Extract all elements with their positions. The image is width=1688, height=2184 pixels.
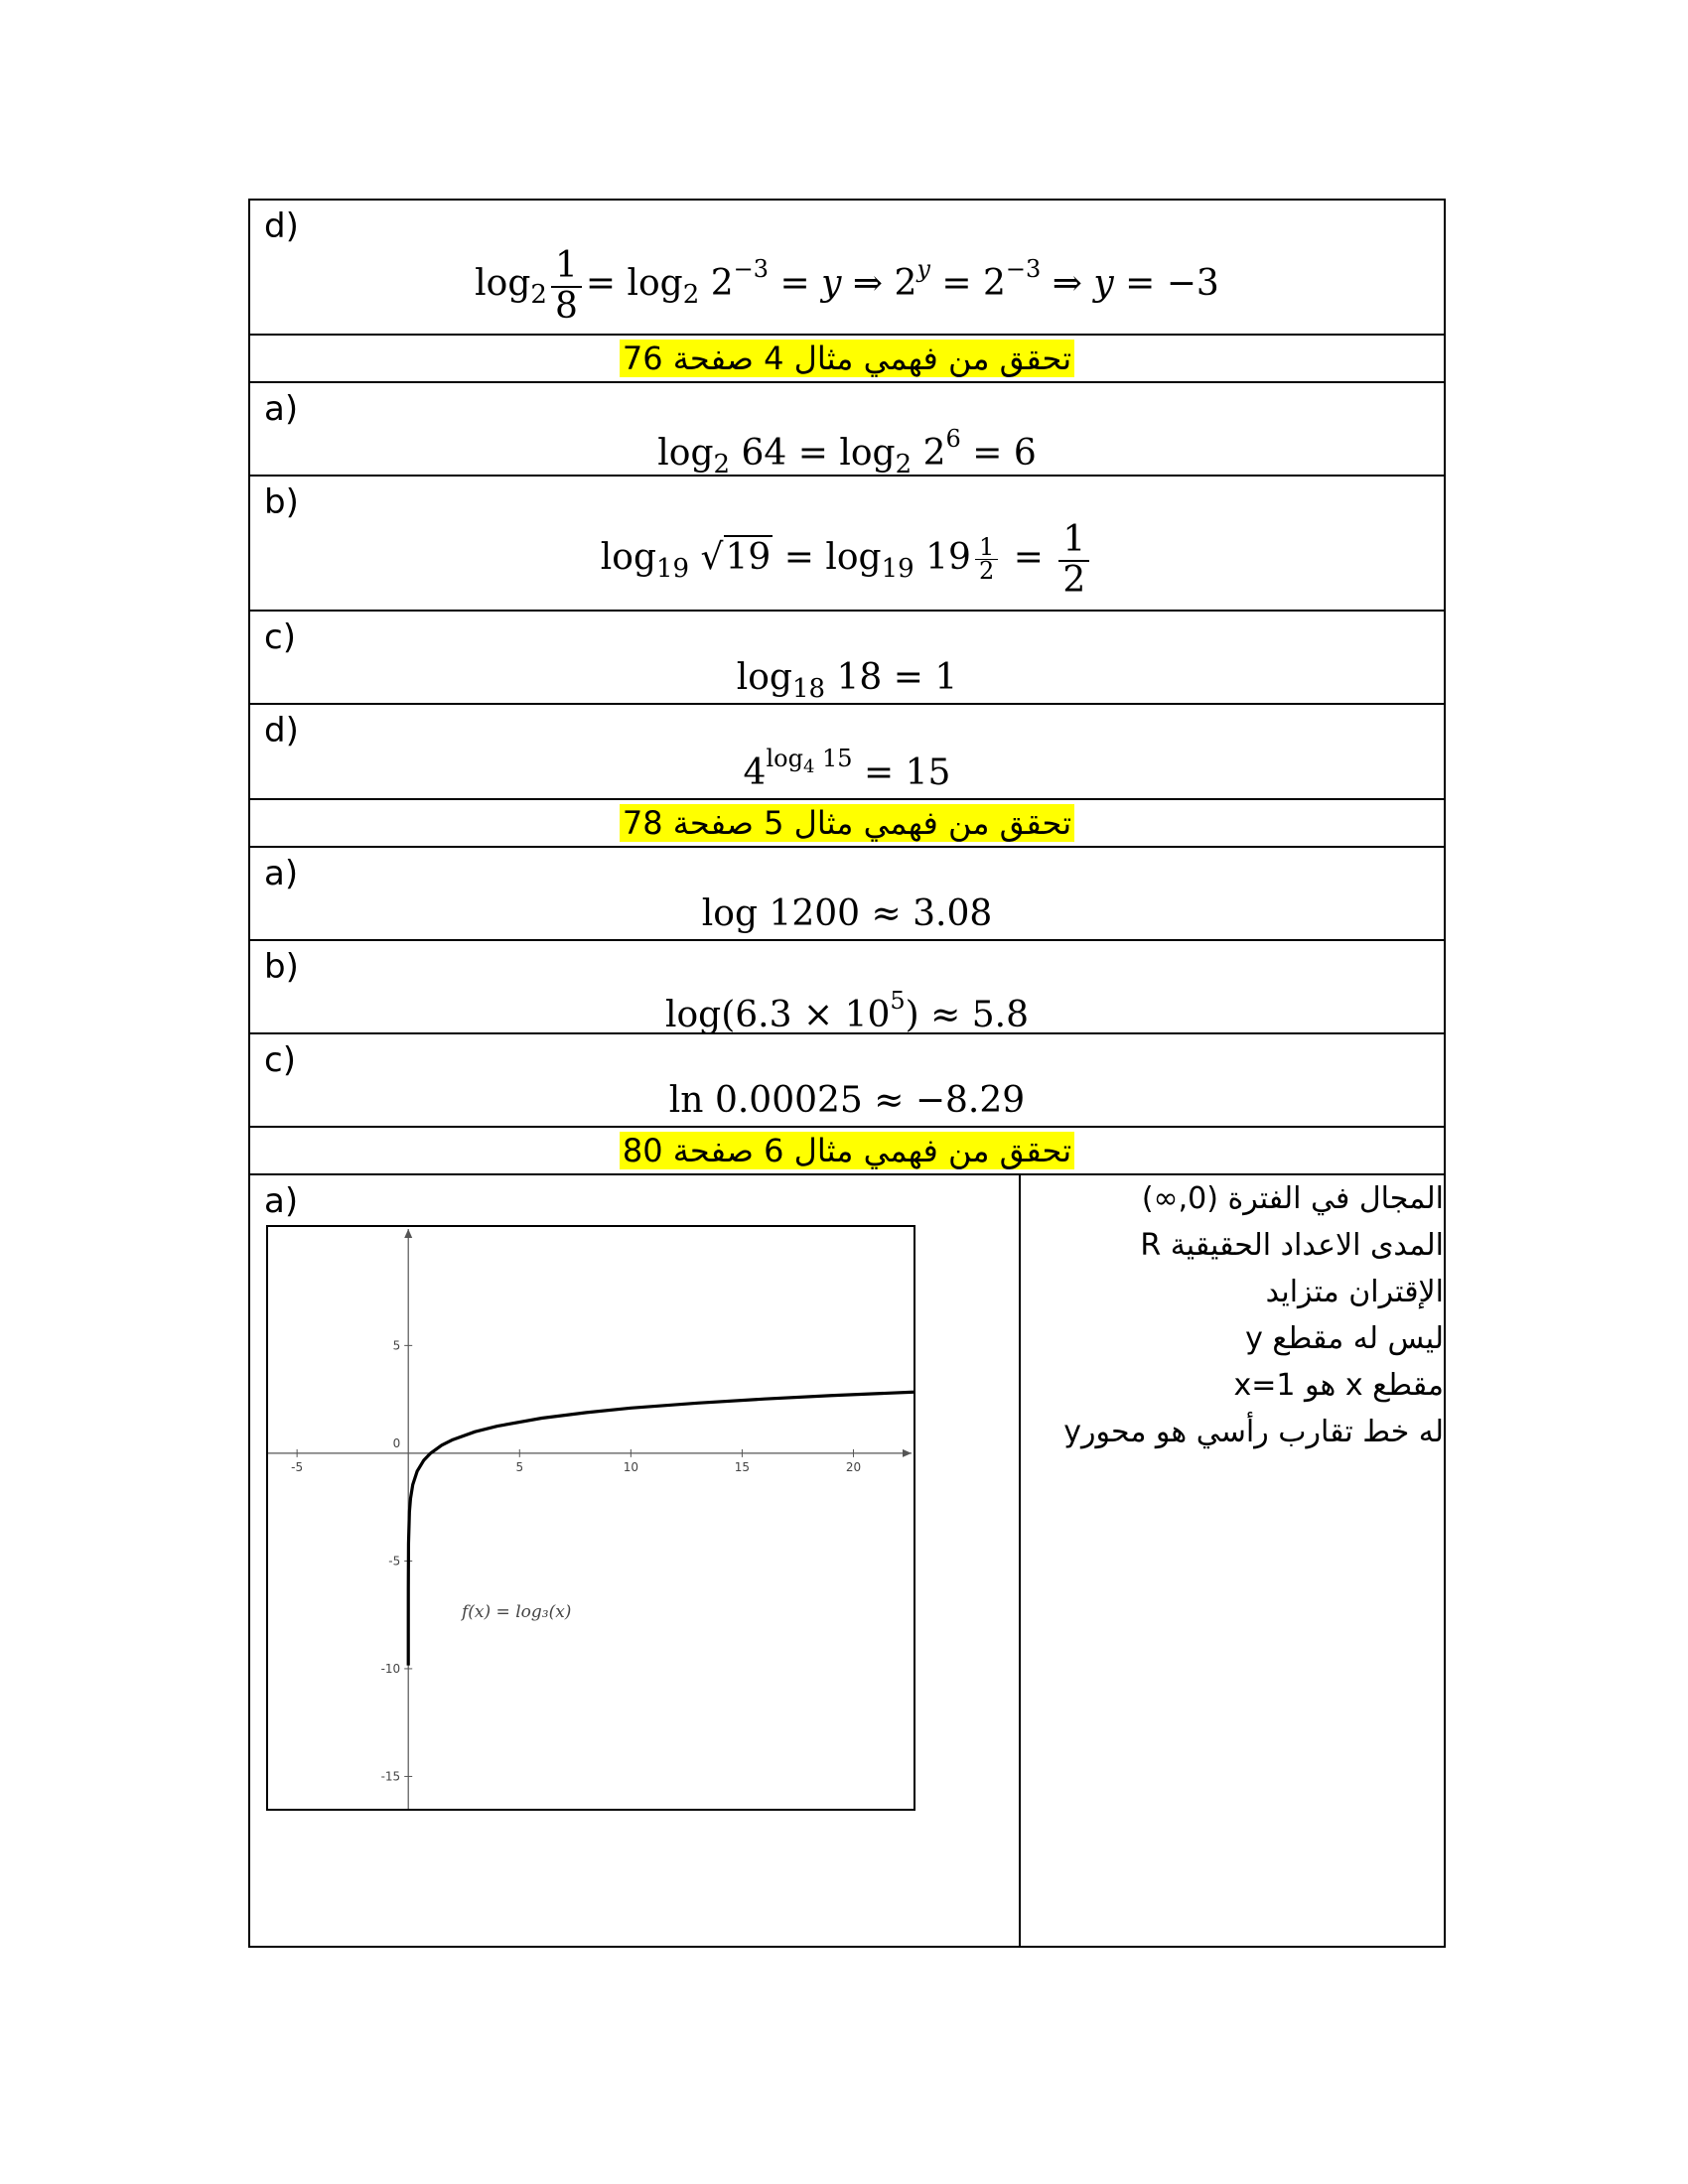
equation: log 1200 ≈ 3.08 (701, 893, 993, 934)
property-no-y-intercept: ليس له مقطع y (1245, 1321, 1444, 1356)
solution-row-c-2 (249, 1033, 1445, 1127)
solution-row-d-2 (249, 704, 1445, 799)
row-label: d) (264, 206, 299, 246)
equation: $\log_{18} 18 = 1$ (736, 657, 958, 704)
x-axis-arrow (903, 1449, 912, 1457)
solution-row-d-1 (249, 200, 1445, 335)
y-axis-arrow (404, 1229, 412, 1238)
highlighted-header-text: تحقق من فهمي مثال 4 صفحة 76 (620, 340, 1074, 377)
row-label: c) (264, 617, 296, 657)
section-header (249, 1127, 1445, 1174)
y-tick-label: 0 (392, 1435, 401, 1450)
x-tick-label: 15 (734, 1459, 751, 1474)
highlighted-header-text: تحقق من فهمي مثال 6 صفحة 80 (620, 1132, 1074, 1169)
solution-row-a-2 (249, 847, 1445, 940)
equation: $\log_2$ $\frac{1}{8}$ = $\log_2 2^{-3} = y$ ⇒ $2^y = 2^{-3}$ ⇒ y = −3 (475, 245, 1219, 327)
graph-cell (249, 1174, 1020, 1947)
property-x-intercept: مقطع x هو x=1 (1233, 1368, 1444, 1403)
row-label: a) (264, 854, 299, 893)
solutions-table (248, 199, 1446, 1948)
x-tick-label: -5 (291, 1459, 304, 1474)
row-label: a) (264, 389, 299, 429)
equation: $\log_2 64 = \log_2 2^6 = 6$ (657, 425, 1037, 479)
x-tick-label: 10 (623, 1459, 638, 1474)
y-tick-label: -5 (388, 1554, 401, 1569)
highlighted-header-text: تحقق من فهمي مثال 5 صفحة 78 (620, 804, 1074, 842)
solution-row-c-1 (249, 611, 1445, 704)
y-tick-label: 5 (392, 1338, 401, 1353)
row-label: b) (264, 482, 299, 522)
graph-frame (266, 1225, 915, 1811)
row-label: a) (264, 1181, 299, 1221)
solution-row-b-1 (249, 476, 1445, 611)
row-label: b) (264, 947, 299, 987)
function-label: f(x) = log₃(x) (462, 1601, 572, 1622)
equation: $\log(6.3 \times 10^5) \approx 5.8$ (664, 987, 1030, 1035)
y-tick-label: -10 (380, 1661, 401, 1676)
section-header (249, 335, 1445, 382)
y-tick-label: -15 (380, 1769, 401, 1784)
property-domain: المجال في الفترة (0,∞) (1141, 1181, 1444, 1216)
solution-row-a-1 (249, 382, 1445, 479)
x-tick-label: 5 (515, 1459, 524, 1474)
property-range: المدى الاعداد الحقيقية R (1140, 1228, 1444, 1263)
log-function-graph (268, 1227, 914, 1809)
function-curve (408, 1392, 914, 1665)
row-label: c) (264, 1040, 296, 1080)
x-tick-label: 20 (845, 1459, 862, 1474)
equation: $4^{log_4 15} = 15$ (743, 745, 951, 793)
row-label: d) (264, 711, 299, 751)
equation: ln 0.00025 ≈ −8.29 (668, 1080, 1026, 1121)
properties-cell (1020, 1174, 1445, 1947)
property-increasing: الإقتران متزايد (1265, 1275, 1444, 1309)
section-header (249, 799, 1445, 847)
property-vertical-asymptote: له خط تقارب رأسي هو محورy (1063, 1415, 1444, 1449)
equation: $\log_{19} √19 = \log_{19} 19$ $\frac{1}{2}$ = $\frac{1}{2}$ (250, 520, 1444, 600)
solution-row-b-2 (249, 940, 1445, 1033)
